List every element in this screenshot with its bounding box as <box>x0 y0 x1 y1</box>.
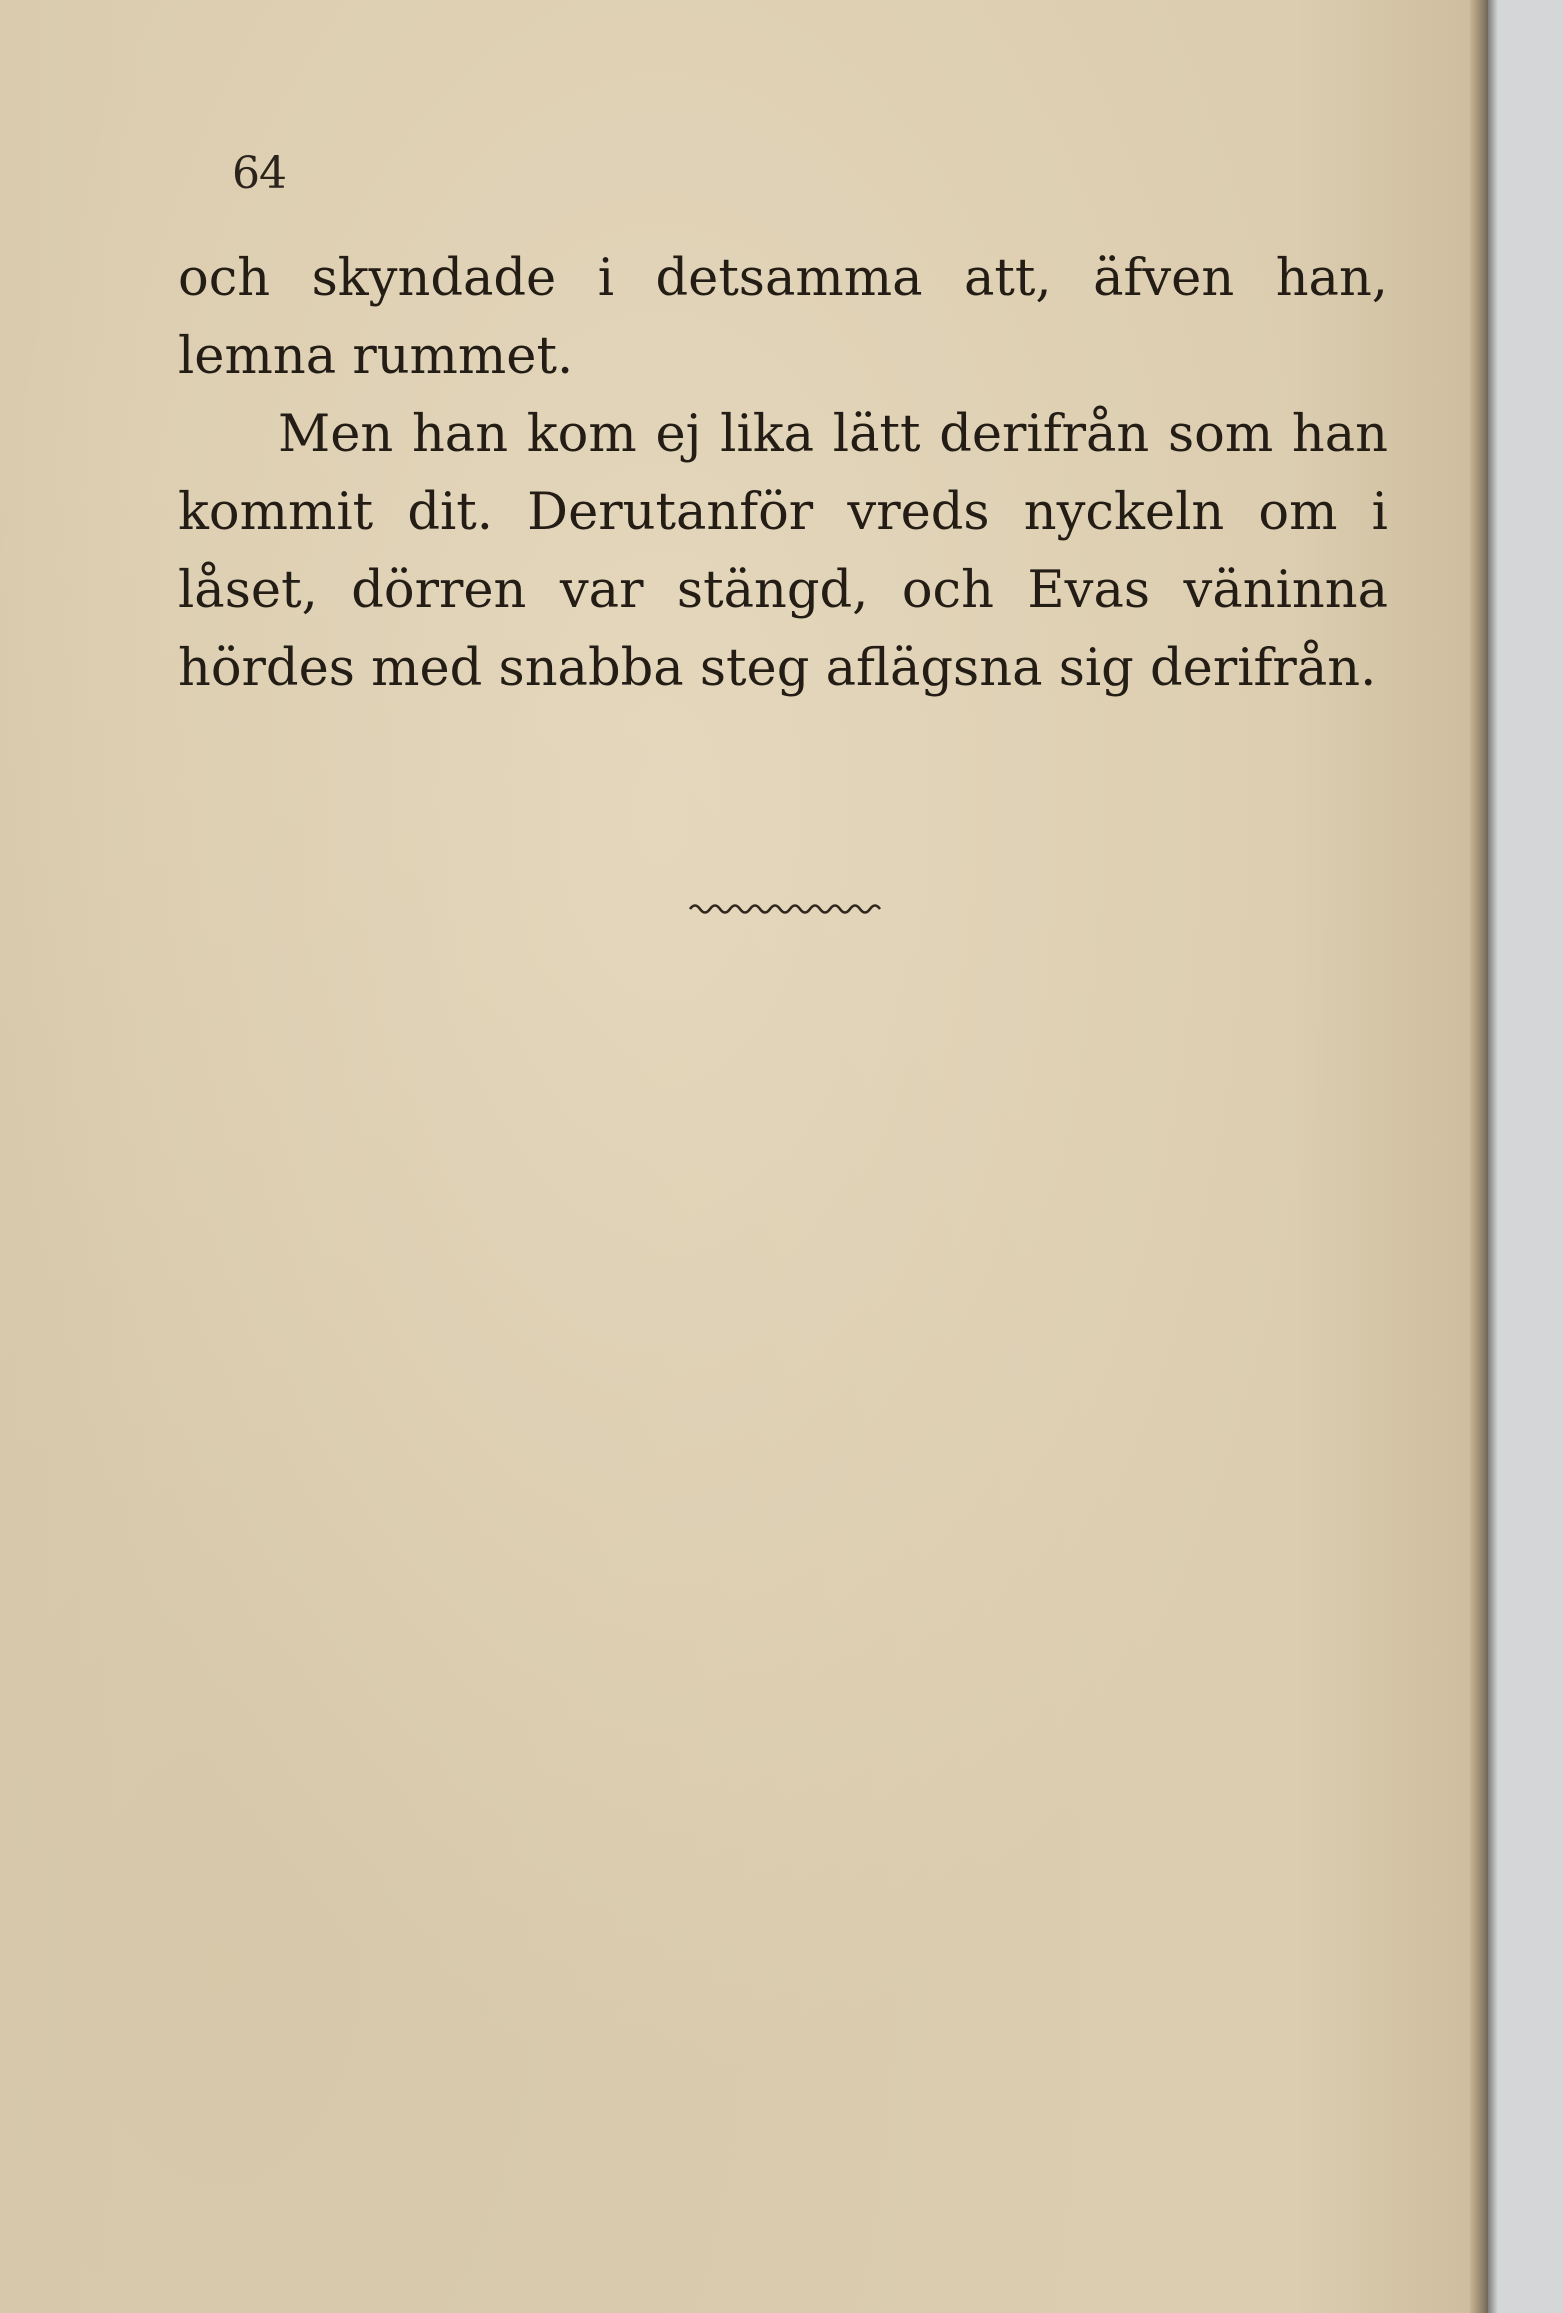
wavy-line-ornament-icon <box>688 900 886 914</box>
paragraph-2: Men han kom ej lika lätt derifrån som han kommit dit. Derutanför vreds nyckeln om i låset, dörren var stängd, och Evas väninna hördes med snabba steg aflägsna sig derifrån. <box>178 405 1388 698</box>
paragraph-1: och skyndade i detsamma att, äfven han, lemna rummet. <box>178 249 1388 386</box>
page-number: 64 <box>232 148 286 199</box>
page-edge <box>1470 0 1488 2313</box>
body-text <box>178 240 1388 708</box>
page-edge-shadow <box>1488 0 1498 2313</box>
